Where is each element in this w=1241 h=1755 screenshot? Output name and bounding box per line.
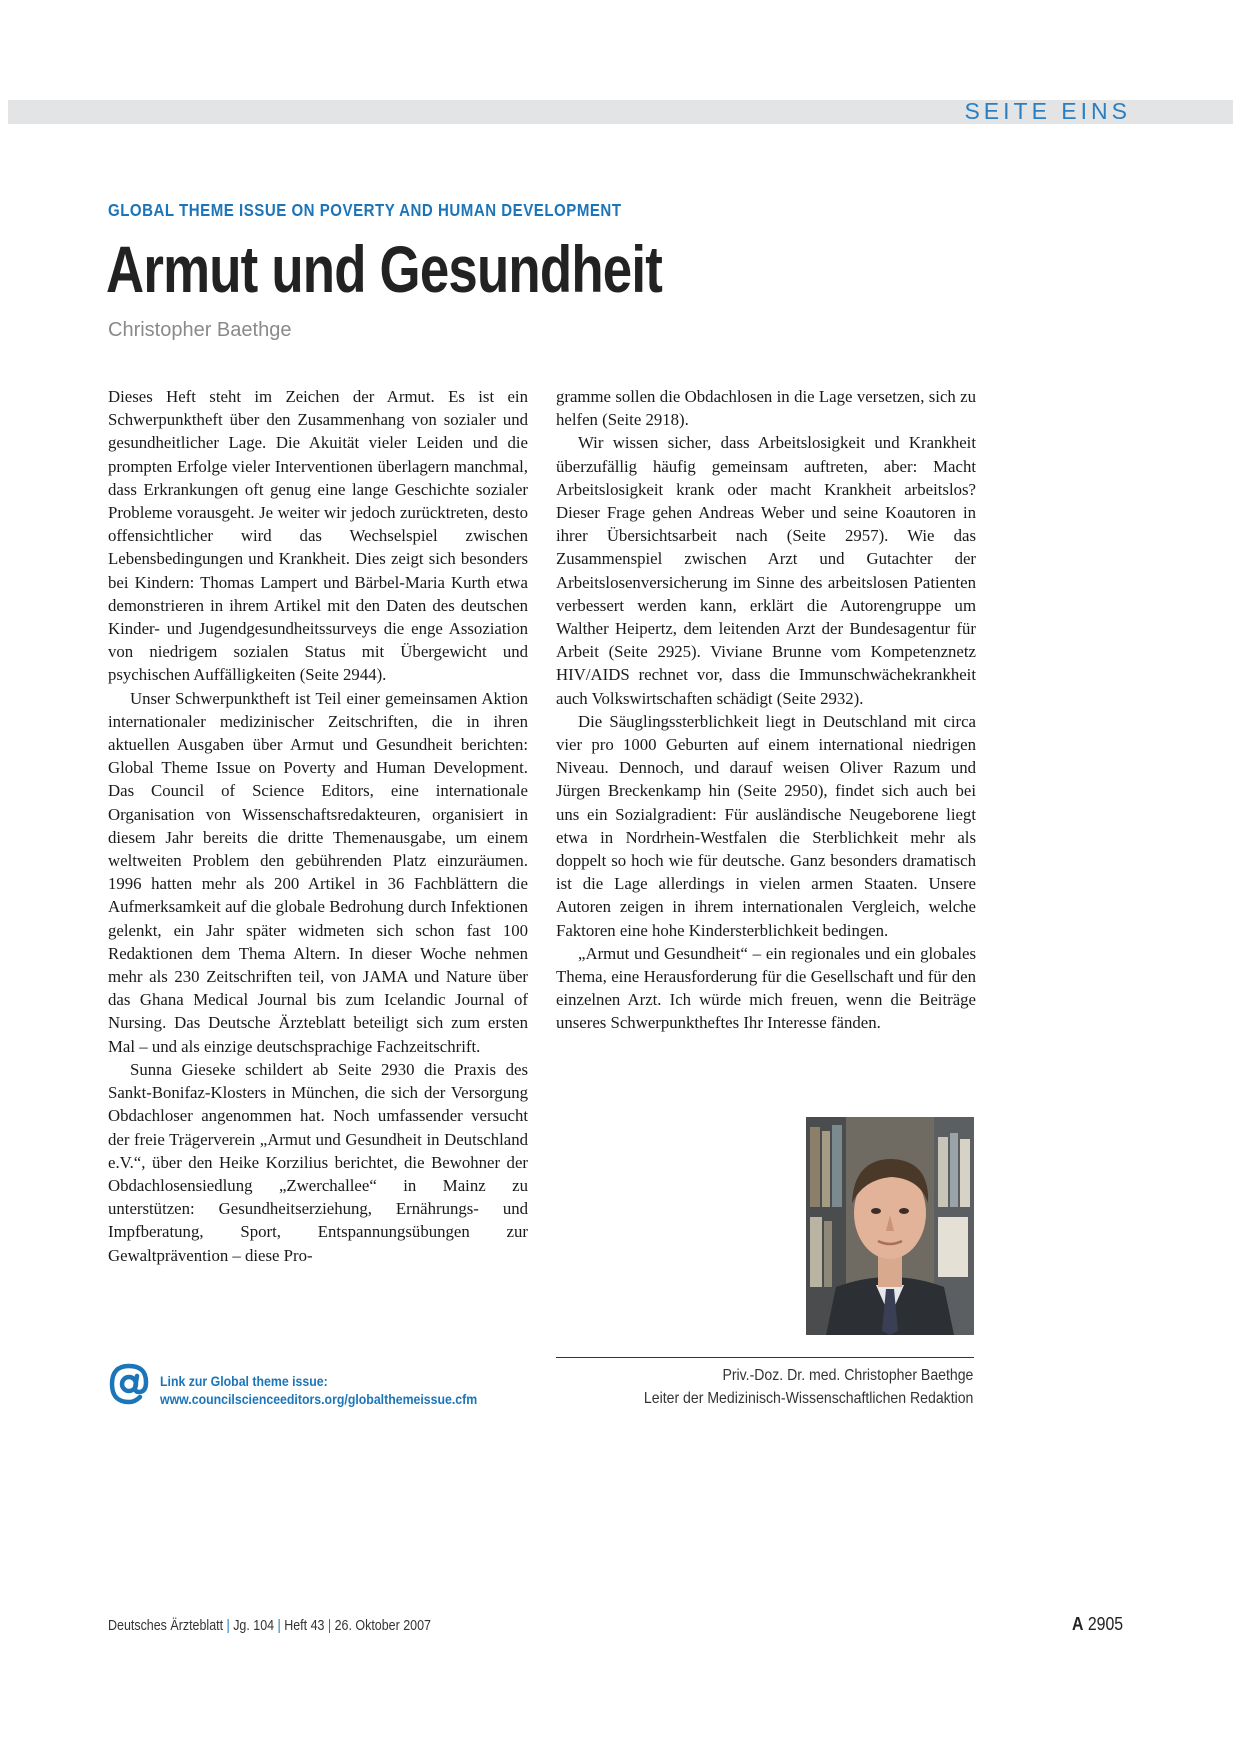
signature bbox=[644, 1364, 973, 1410]
page-prefix: A bbox=[1071, 1614, 1084, 1634]
signature-name: Priv.-Doz. Dr. med. Christopher Baethge bbox=[722, 1367, 973, 1384]
footer-journal: Deutsches Ärzteblatt bbox=[108, 1618, 224, 1634]
paragraph: „Armut und Gesundheit“ – ein regionales und ein globales Thema, eine Herausforderung für die Gesellschaft und für den einzelnen Arzt. Ich würde mich freuen, wenn die Beiträge unseres Schwerpunktheftes Ihr Interesse fänden. bbox=[556, 943, 976, 1033]
paragraph: Sunna Gieseke schildert ab Seite 2930 die Praxis des Sankt-Bonifaz-Klosters in München, die sich der Versorgung Obdachloser angenommen hat. Noch umfassender versucht der freie Trägerverein „Armut und Gesundheit in Deutschland e.V.“, über den Heike Korzilius berichtet, die Bewohner der Obdachlosensiedlung „Zwerchallee“ in Mainz zu unterstützen: Gesundheitserziehung, Ernährungs- und Impfberatung, Sport, Entspannungsübungen zur Gewaltprävention – diese Pro- bbox=[108, 1059, 528, 1265]
paragraph: Unser Schwerpunktheft ist Teil einer gemeinsamen Aktion internationaler medizinischer Zeitschriften, die in ihren aktuellen Ausgaben über Armut und Gesundheit berichten: Global Theme Issue on Poverty and Human Development. Das Council of Science Editors, eine internationale Organisation von Wissenschaftsredakteuren, organisiert in diesem Jahr bereits die dritte Themenausgabe, um einem weltweiten Problem den gebührenden Platz einzuräumen. 1996 hatten mehr als 200 Artikel in 36 Fachblättern die Aufmerksamkeit auf die globale Bedrohung durch Infektionen gelenkt, ein Jahr später widmeten sich schon fast 100 Redaktionen dem Thema Altern. In dieser Woche nehmen mehr als 230 Zeitschriften teil, von JAMA und Nature über das Ghana Medical Journal bis zum Icelandic Journal of Nursing. Das Deutsche Ärzteblatt beteiligt sich zum ersten Mal – und als einzige deutschsprachige Fachzeitschrift. bbox=[108, 688, 528, 1056]
at-sign-icon bbox=[106, 1361, 152, 1407]
footer-issue: Heft 43 bbox=[284, 1618, 325, 1634]
page-number-value: 2905 bbox=[1087, 1614, 1123, 1634]
link-label: Link zur Global theme issue: bbox=[160, 1373, 328, 1389]
footer-separator: | bbox=[277, 1618, 281, 1634]
footer-volume: Jg. 104 bbox=[233, 1618, 275, 1634]
footer-separator: | bbox=[226, 1618, 230, 1634]
footer-separator: | bbox=[327, 1618, 332, 1634]
footer-date: 26. Oktober 2007 bbox=[334, 1618, 431, 1634]
paragraph: Dieses Heft steht im Zeichen der Armut. Es ist ein Schwerpunktheft über den Zusammenhang von sozialer und gesundheitlicher Lage. Die Akuität vieler Leiden und die prompten Erfolge vieler Interventionen überlagern manchmal, dass Erkrankungen oft genug eine lange Geschichte sozialer Probleme vorausgeht. Je weiter wir jedoch zurücktreten, desto offensichtlicher wird das Wechselspiel zwischen Lebensbedingungen und Krankheit. Dies zeigt sich besonders bei Kindern: Thomas Lampert und Bärbel-Maria Kurth etwa demonstrieren in ihrem Artikel mit den Daten des deutschen Kinder- und Jugendgesundheitssurveys die enge Assoziation von niedrigem sozialen Status mit Übergewicht und psychischen Auffälligkeiten (Seite 2944). bbox=[108, 387, 528, 685]
section-label: SEITE EINS bbox=[964, 98, 1131, 124]
article-author: Christopher Baethge bbox=[108, 319, 292, 341]
article-title: Armut und Gesundheit bbox=[106, 232, 662, 306]
paragraph: Wir wissen sicher, dass Arbeitslosigkeit und Krankheit überzufällig häufig gemeinsam auftreten, aber: Macht Arbeitslosigkeit krank oder macht Krankheit arbeitslos? Dieser Frage gehen Andreas Weber und seine Koautoren in ihrer Übersichtsarbeit nach (Seite 2957). Wie das Zusammenspiel zwischen Arzt und Gutachter der Arbeitslosenversicherung im Sinne des arbeitslosen Patienten verbessert werden kann, erklärt die Autorengruppe um Walther Heipertz, dem leitenden Arzt der Bundesagentur für Arbeit (Seite 2925). Viviane Brunne vom Kompetenznetz HIV/AIDS rechnet vor, dass die Immunschwächekrankheit auch Volkswirtschaften schädigt (Seite 2932). bbox=[556, 433, 976, 708]
link-box bbox=[160, 1372, 477, 1408]
signature-role: Leiter der Medizinisch-Wissenschaftlichen Redaktion bbox=[643, 1390, 973, 1407]
article-kicker: GLOBAL THEME ISSUE ON POVERTY AND HUMAN DEVELOPMENT bbox=[108, 200, 622, 220]
author-photo bbox=[806, 1117, 974, 1335]
text-column-left bbox=[108, 385, 528, 1267]
link-url[interactable]: www.councilscienceeditors.org/globalthemeissue.cfm bbox=[160, 1391, 478, 1407]
footer bbox=[108, 1618, 431, 1634]
signature-rule bbox=[556, 1357, 974, 1358]
text-column-right bbox=[556, 385, 976, 1035]
paragraph: gramme sollen die Obdachlosen in die Lage versetzen, sich zu helfen (Seite 2918). bbox=[556, 387, 976, 430]
paragraph: Die Säuglingssterblichkeit liegt in Deutschland mit circa vier pro 1000 Geburten auf einem international niedrigen Niveau. Dennoch, und darauf weisen Oliver Razum und Jürgen Breckenkamp hin (Seite 2950), findet sich auch bei uns ein Sozialgradient: Für ausländische Neugeborene liegt etwa in Nordrhein-Westfalen die Sterblichkeit mehr als doppelt so hoch wie für deutsche. Ganz besonders dramatisch ist die Lage allerdings in vielen armen Staaten. Unsere Autoren zeigen in ihrem internationalen Vergleich, welche Faktoren eine hohe Kindersterblichkeit bedingen. bbox=[556, 711, 976, 940]
page-number bbox=[1072, 1614, 1123, 1635]
